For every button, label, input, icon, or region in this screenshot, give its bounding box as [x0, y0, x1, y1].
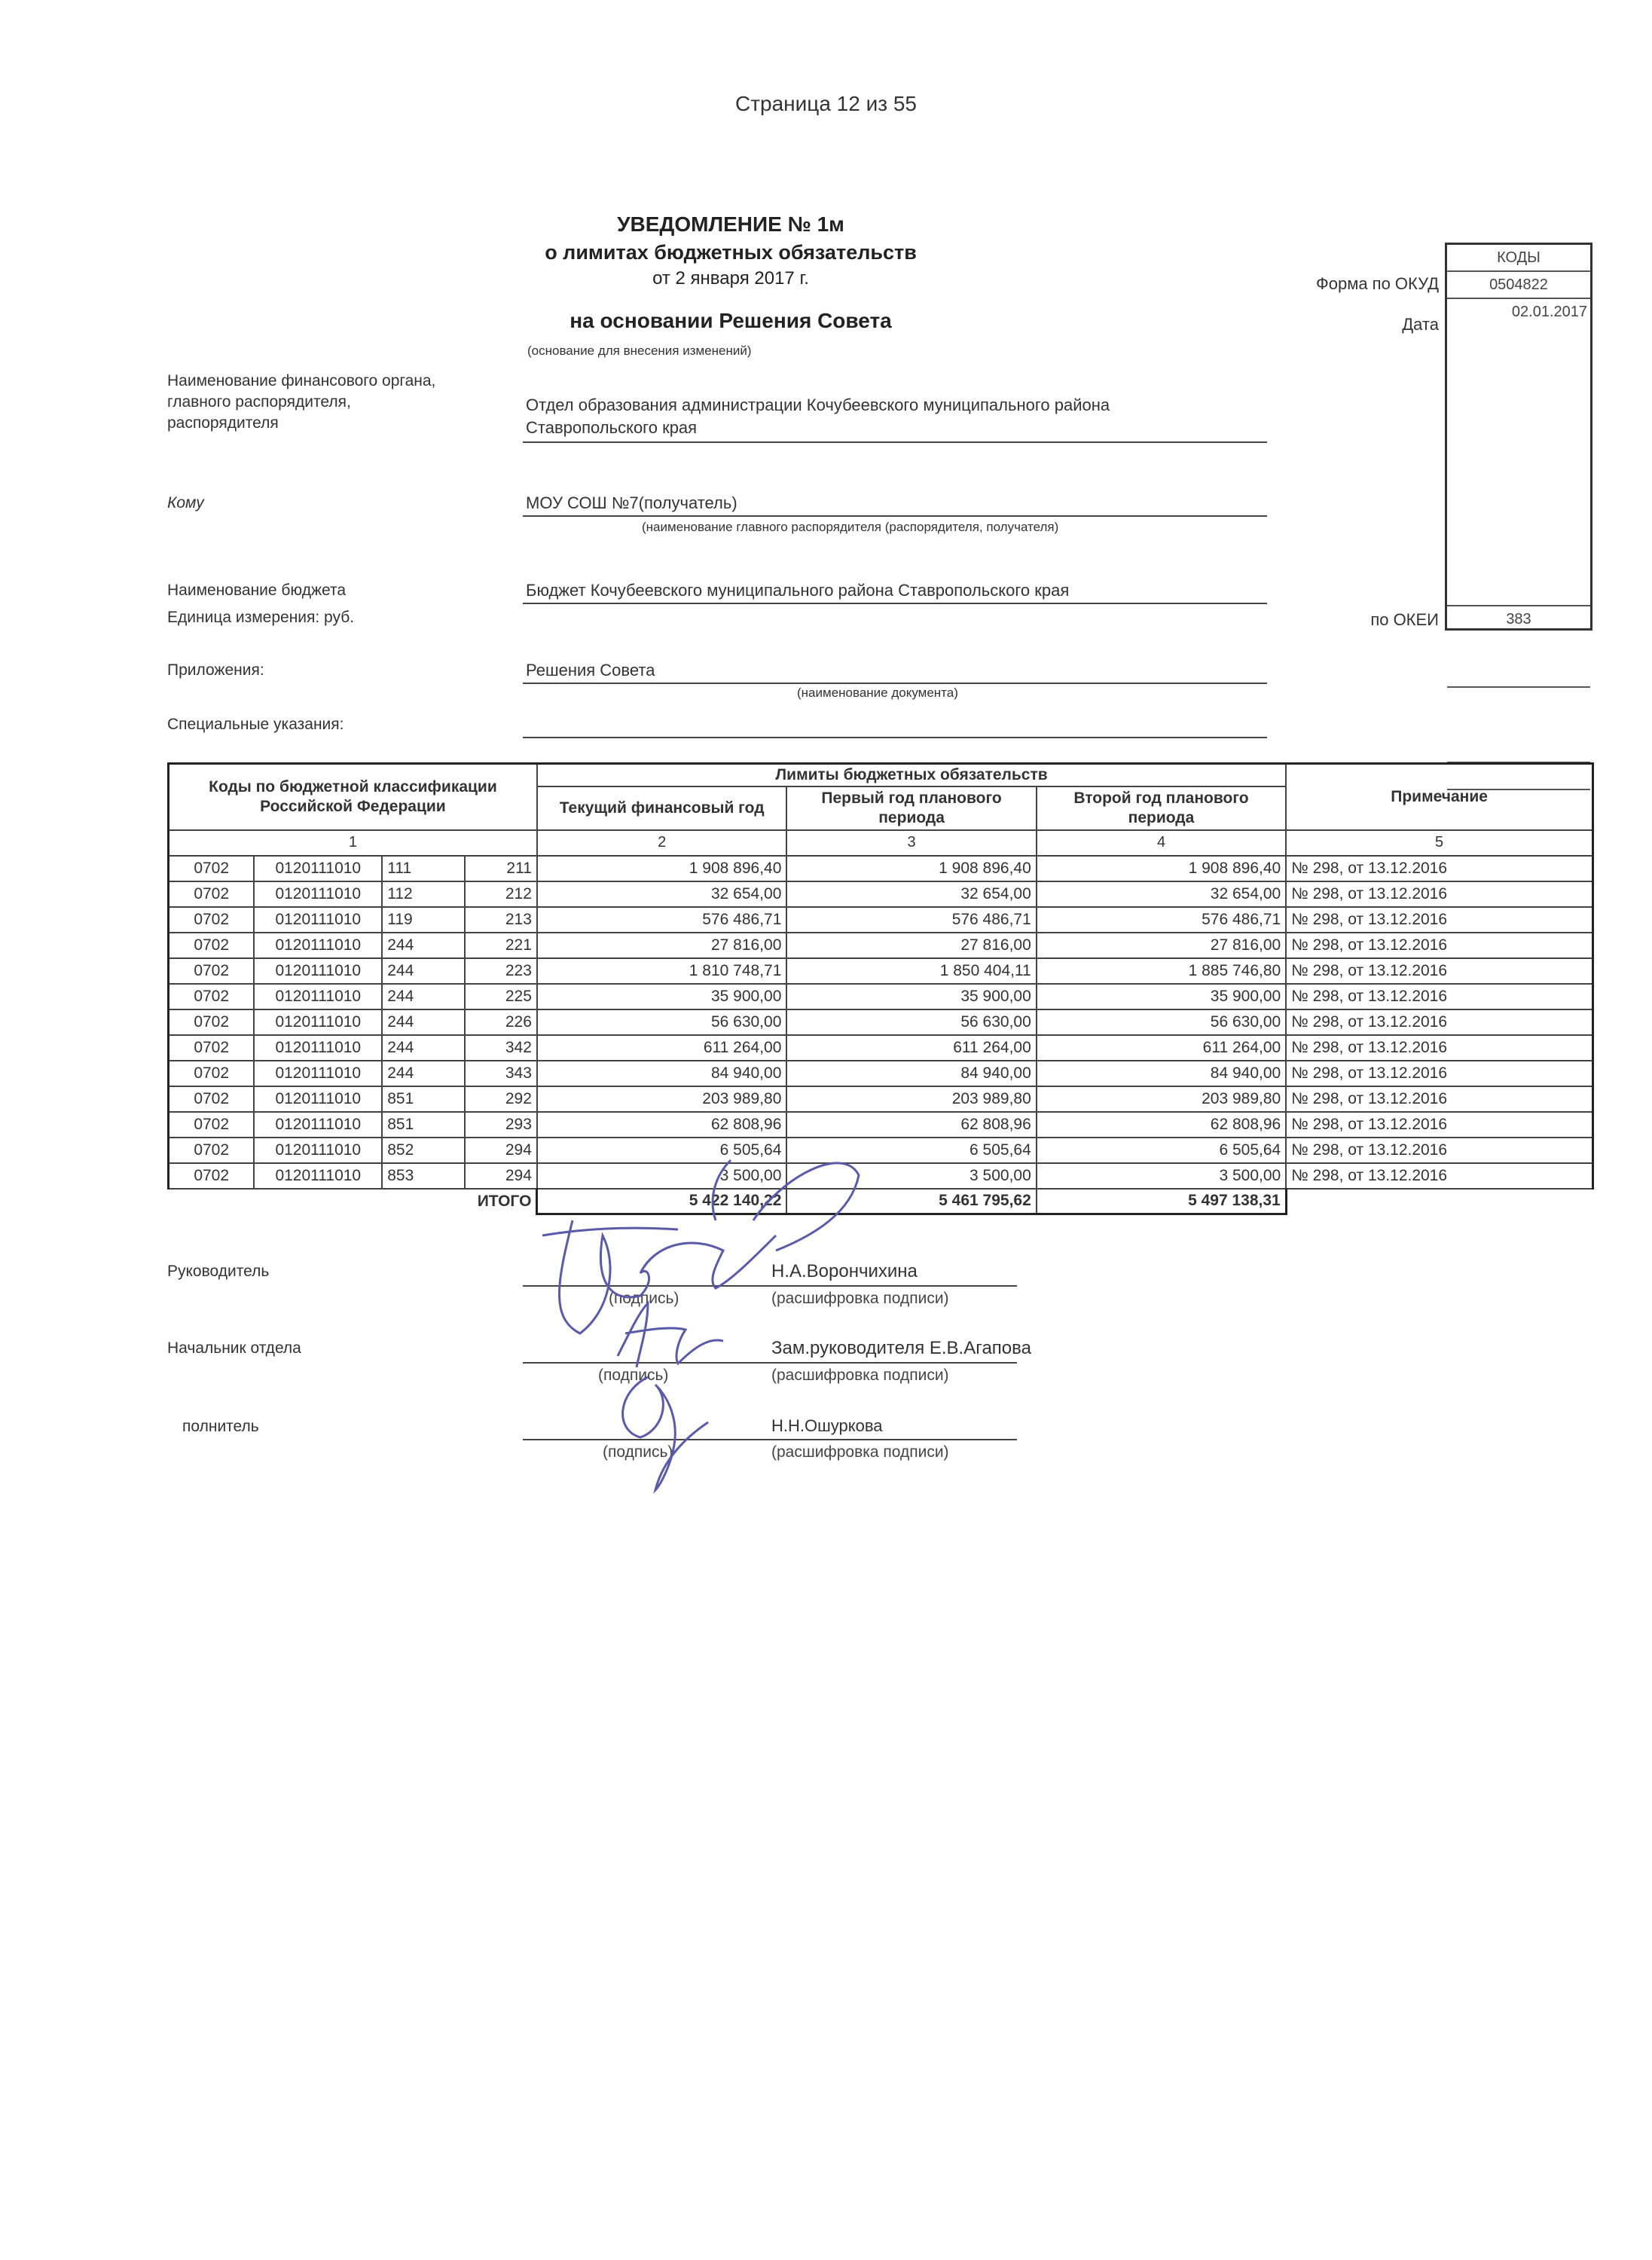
code-expense-type: 852 [382, 1138, 465, 1163]
second-year-value: 203 989,80 [1037, 1086, 1286, 1112]
current-year-value: 27 816,00 [537, 933, 786, 958]
current-year-value: 35 900,00 [537, 984, 786, 1009]
document-date: от 2 января 2017 г. [652, 268, 809, 289]
code-target: 0120111010 [254, 1138, 382, 1163]
to-label: Кому [167, 494, 204, 512]
header-num-4: 4 [1037, 830, 1286, 856]
code-expense-type: 119 [382, 907, 465, 933]
code-kosgu: 212 [465, 881, 537, 907]
note-value: № 298, от 13.12.2016 [1286, 1009, 1592, 1035]
attach-value: Решения Совета [526, 661, 655, 680]
second-year-value: 611 264,00 [1037, 1035, 1286, 1061]
second-year-value: 1 908 896,40 [1037, 856, 1286, 881]
code-kosgu: 211 [465, 856, 537, 881]
first-year-value: 84 940,00 [786, 1061, 1036, 1086]
table-row [169, 1086, 1593, 1112]
code-target: 0120111010 [254, 907, 382, 933]
header-num-2: 2 [537, 830, 786, 856]
header-num-1: 1 [169, 830, 537, 856]
total-current: 5 422 140,22 [537, 1189, 786, 1214]
second-year-value: 56 630,00 [1037, 1009, 1286, 1035]
second-year-value: 35 900,00 [1037, 984, 1286, 1009]
header-limits: Лимиты бюджетных обязательств [537, 764, 1286, 786]
table-row [169, 1112, 1593, 1138]
fin-org-label: Наименование финансового органа, главного распорядителя, распорядителя [167, 372, 436, 432]
head-label: Руководитель [167, 1263, 270, 1280]
attach-underline [523, 683, 1267, 684]
header-num-3: 3 [786, 830, 1036, 856]
code-section: 0702 [169, 907, 255, 933]
note-value: № 298, от 13.12.2016 [1286, 881, 1592, 907]
exec-name: Н.Н.Ошуркова [771, 1416, 883, 1435]
codes-blank [1447, 326, 1590, 688]
header-first-year: Первый год планового периода [786, 786, 1036, 830]
code-target: 0120111010 [254, 933, 382, 958]
note-value: № 298, от 13.12.2016 [1286, 1163, 1592, 1189]
first-year-value: 35 900,00 [786, 984, 1036, 1009]
exec-decode-caption: (расшифровка подписи) [771, 1443, 949, 1461]
to-caption: (наименование главного распорядителя (распорядителя, получателя) [642, 520, 1059, 534]
current-year-value: 84 940,00 [537, 1061, 786, 1086]
dept-sign-caption: (подпись) [598, 1367, 669, 1384]
second-year-value: 1 885 746,80 [1037, 958, 1286, 984]
total-note-empty [1286, 1189, 1592, 1214]
exec-label: полнитель [182, 1418, 259, 1435]
code-expense-type: 244 [382, 958, 465, 984]
code-target: 0120111010 [254, 1112, 382, 1138]
basis-title: на основании Решения Совета [569, 309, 892, 332]
code-kosgu: 294 [465, 1138, 537, 1163]
okud-value: 0504822 [1447, 272, 1590, 299]
to-underline [523, 515, 1267, 517]
code-kosgu: 221 [465, 933, 537, 958]
current-year-value: 62 808,96 [537, 1112, 786, 1138]
first-year-value: 62 808,96 [786, 1112, 1036, 1138]
code-kosgu: 343 [465, 1061, 537, 1086]
total-first: 5 461 795,62 [786, 1189, 1036, 1214]
note-value: № 298, от 13.12.2016 [1286, 1112, 1592, 1138]
code-target: 0120111010 [254, 1009, 382, 1035]
fin-org-value-line2: Ставропольского края [526, 418, 698, 437]
code-kosgu: 213 [465, 907, 537, 933]
basis-caption: (основание для внесения изменений) [527, 344, 752, 358]
header-current-year: Текущий финансовый год [537, 786, 786, 830]
code-section: 0702 [169, 856, 255, 881]
head-sign-caption: (подпись) [609, 1290, 679, 1307]
note-value: № 298, от 13.12.2016 [1286, 1138, 1592, 1163]
budget-underline [523, 603, 1267, 604]
current-year-value: 6 505,64 [537, 1138, 786, 1163]
note-value: № 298, от 13.12.2016 [1286, 1035, 1592, 1061]
table-row [169, 1035, 1593, 1061]
budget-value: Бюджет Кочубеевского муниципального района Ставропольского края [526, 581, 1070, 600]
code-section: 0702 [169, 1112, 255, 1138]
table-row [169, 958, 1593, 984]
exec-sign-caption: (подпись) [603, 1443, 673, 1461]
limits-table [167, 762, 1594, 1215]
code-kosgu: 223 [465, 958, 537, 984]
current-year-value: 576 486,71 [537, 907, 786, 933]
note-value: № 298, от 13.12.2016 [1286, 984, 1592, 1009]
code-section: 0702 [169, 881, 255, 907]
first-year-value: 32 654,00 [786, 881, 1036, 907]
code-kosgu: 342 [465, 1035, 537, 1061]
code-expense-type: 853 [382, 1163, 465, 1189]
code-target: 0120111010 [254, 958, 382, 984]
okei-label: по ОКЕИ [1370, 610, 1439, 629]
second-year-value: 62 808,96 [1037, 1112, 1286, 1138]
header-note: Примечание [1286, 764, 1592, 830]
page-counter: Страница 12 из 55 [734, 92, 917, 115]
table-row [169, 1163, 1593, 1189]
head-name: Н.А.Ворончихина [771, 1261, 918, 1281]
code-expense-type: 111 [382, 856, 465, 881]
code-target: 0120111010 [254, 856, 382, 881]
document-title: УВЕДОМЛЕНИЕ № 1м [617, 212, 844, 236]
codes-divider-1 [1447, 686, 1590, 688]
fin-org-underline [523, 441, 1267, 443]
code-section: 0702 [169, 1086, 255, 1112]
code-kosgu: 294 [465, 1163, 537, 1189]
code-expense-type: 851 [382, 1112, 465, 1138]
code-section: 0702 [169, 1138, 255, 1163]
code-target: 0120111010 [254, 1035, 382, 1061]
attach-label: Приложения: [167, 661, 264, 679]
table-row [169, 1061, 1593, 1086]
code-kosgu: 225 [465, 984, 537, 1009]
table-row [169, 907, 1593, 933]
first-year-value: 3 500,00 [786, 1163, 1036, 1189]
current-year-value: 1 908 896,40 [537, 856, 786, 881]
total-second: 5 497 138,31 [1037, 1189, 1286, 1214]
note-value: № 298, от 13.12.2016 [1286, 958, 1592, 984]
codes-header: КОДЫ [1447, 245, 1590, 272]
header-num-5: 5 [1286, 830, 1592, 856]
note-value: № 298, от 13.12.2016 [1286, 1061, 1592, 1086]
code-expense-type: 851 [382, 1086, 465, 1112]
okei-value: 383 [1447, 605, 1590, 631]
exec-signature-icon [603, 1362, 723, 1498]
date-value: 02.01.2017 [1511, 304, 1587, 320]
special-label: Специальные указания: [167, 716, 344, 733]
current-year-value: 611 264,00 [537, 1035, 786, 1061]
code-expense-type: 244 [382, 984, 465, 1009]
code-section: 0702 [169, 1163, 255, 1189]
code-section: 0702 [169, 1061, 255, 1086]
code-target: 0120111010 [254, 984, 382, 1009]
code-kosgu: 226 [465, 1009, 537, 1035]
code-section: 0702 [169, 1009, 255, 1035]
attach-caption: (наименование документа) [797, 686, 958, 700]
code-target: 0120111010 [254, 1086, 382, 1112]
current-year-value: 1 810 748,71 [537, 958, 786, 984]
first-year-value: 1 850 404,11 [786, 958, 1036, 984]
note-value: № 298, от 13.12.2016 [1286, 1086, 1592, 1112]
fin-org-value-line1: Отдел образования администрации Кочубеевского муниципального района [526, 396, 1110, 414]
unit-label: Единица измерения: руб. [167, 609, 355, 626]
table-row [169, 1138, 1593, 1163]
table-row [169, 856, 1593, 881]
current-year-value: 56 630,00 [537, 1009, 786, 1035]
codes-box [1445, 243, 1592, 631]
note-value: № 298, от 13.12.2016 [1286, 933, 1592, 958]
header-codes: Коды по бюджетной классификации Российской Федерации [169, 764, 537, 830]
note-value: № 298, от 13.12.2016 [1286, 856, 1592, 881]
table-row [169, 933, 1593, 958]
current-year-value: 3 500,00 [537, 1163, 786, 1189]
first-year-value: 56 630,00 [786, 1009, 1036, 1035]
special-underline [523, 737, 1267, 738]
first-year-value: 576 486,71 [786, 907, 1036, 933]
first-year-value: 6 505,64 [786, 1138, 1036, 1163]
dept-name: Зам.руководителя Е.В.Агапова [771, 1338, 1031, 1358]
budget-label: Наименование бюджета [167, 582, 347, 599]
second-year-value: 32 654,00 [1037, 881, 1286, 907]
first-year-value: 203 989,80 [786, 1086, 1036, 1112]
second-year-value: 27 816,00 [1037, 933, 1286, 958]
total-label: ИТОГО [169, 1189, 537, 1214]
code-section: 0702 [169, 1035, 255, 1061]
first-year-value: 27 816,00 [786, 933, 1036, 958]
document-subtitle: о лимитах бюджетных обязательств [545, 241, 917, 264]
second-year-value: 84 940,00 [1037, 1061, 1286, 1086]
exec-underline [523, 1439, 1017, 1440]
table-row [169, 1009, 1593, 1035]
current-year-value: 203 989,80 [537, 1086, 786, 1112]
dept-underline [523, 1362, 1017, 1364]
code-expense-type: 244 [382, 1061, 465, 1086]
table-row [169, 984, 1593, 1009]
code-kosgu: 292 [465, 1086, 537, 1112]
note-value: № 298, от 13.12.2016 [1286, 907, 1592, 933]
okud-label: Форма по ОКУД [1316, 274, 1439, 293]
second-year-value: 576 486,71 [1037, 907, 1286, 933]
header-second-year: Второй год планового периода [1037, 786, 1286, 830]
code-section: 0702 [169, 933, 255, 958]
table-row [169, 881, 1593, 907]
dept-decode-caption: (расшифровка подписи) [771, 1367, 949, 1384]
second-year-value: 6 505,64 [1037, 1138, 1286, 1163]
first-year-value: 1 908 896,40 [786, 856, 1036, 881]
second-year-value: 3 500,00 [1037, 1163, 1286, 1189]
code-target: 0120111010 [254, 1061, 382, 1086]
to-value: МОУ СОШ №7(получатель) [526, 493, 737, 512]
code-expense-type: 244 [382, 1035, 465, 1061]
code-target: 0120111010 [254, 1163, 382, 1189]
current-year-value: 32 654,00 [537, 881, 786, 907]
code-section: 0702 [169, 984, 255, 1009]
head-decode-caption: (расшифровка подписи) [771, 1290, 949, 1307]
code-target: 0120111010 [254, 881, 382, 907]
code-expense-type: 244 [382, 1009, 465, 1035]
dept-label: Начальник отдела [167, 1339, 301, 1357]
first-year-value: 611 264,00 [786, 1035, 1036, 1061]
code-kosgu: 293 [465, 1112, 537, 1138]
code-section: 0702 [169, 958, 255, 984]
code-expense-type: 112 [382, 881, 465, 907]
date-label: Дата [1402, 315, 1439, 334]
code-expense-type: 244 [382, 933, 465, 958]
